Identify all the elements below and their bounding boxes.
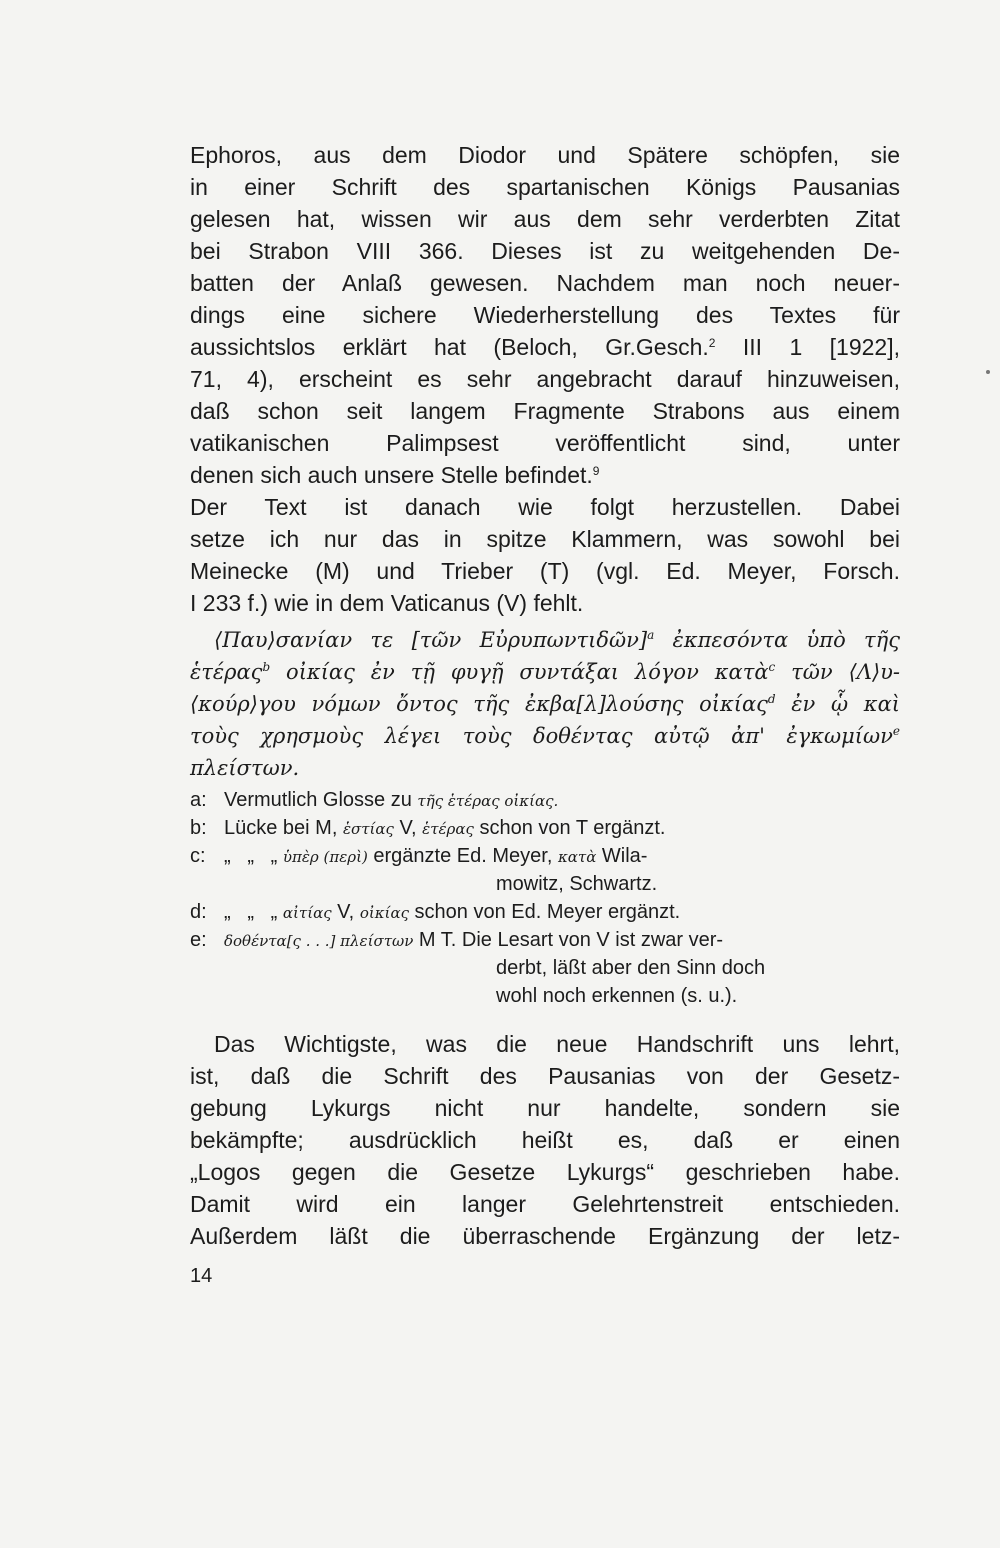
note-label: c:: [190, 845, 206, 867]
greek-segment: οἰκίας ἐν τῇ φυγῇ συντάξαι λόγον κατὰ: [270, 660, 769, 684]
note-text: ergänzte Ed. Meyer,: [367, 845, 558, 867]
greek-segment: τῶν ⟨Λ⟩υ-: [775, 660, 900, 684]
text-line: batten der Anlaß gewesen. Nachdem man noch neuer-: [190, 270, 900, 296]
greek-line: [190, 656, 900, 688]
text-line-with-footnote: [190, 331, 900, 363]
text-line: gebung Lykurgs nicht nur handelte, sondern sie: [190, 1095, 900, 1121]
text-line: Der Text ist danach wie folgt herzustellen. Dabei: [190, 494, 900, 520]
note-body: [224, 814, 902, 843]
text-line: Meinecke (M) und Trieber (T) (vgl. Ed. Meyer, Forsch.: [190, 558, 900, 584]
paragraph-1: [190, 139, 900, 491]
greek-line: [190, 688, 900, 720]
text-line: bei Strabon VIII 366. Dieses ist zu weitgehenden De-: [190, 238, 900, 264]
apparatus-marker: c: [768, 660, 776, 674]
note-label: b:: [190, 817, 207, 839]
text-line: bekämpfte; ausdrücklich heißt es, daß er einen: [190, 1127, 900, 1153]
note-text: schon von Ed. Meyer ergänzt.: [408, 901, 681, 923]
note-greek: ὑπὲρ (περὶ): [282, 848, 368, 866]
text-line: dings eine sichere Wiederherstellung des Textes für: [190, 302, 900, 328]
greek-segment: τοὺς χρησμοὺς λέγει τοὺς δοθέντας αὐτῷ ἀπ' ἐγκωμίων: [190, 724, 893, 748]
note-body: [224, 786, 902, 815]
apparatus-note-c: [190, 842, 902, 870]
note-label: a:: [190, 789, 207, 811]
note-label: d:: [190, 901, 207, 923]
note-continuation: derbt, läßt aber den Sinn doch: [496, 957, 766, 979]
note-label: e:: [190, 929, 207, 951]
note-greek: κατὰ: [557, 848, 597, 866]
apparatus-note-e-cont: [190, 982, 902, 1010]
text-line: ist, daß die Schrift des Pausanias von der Gesetz-: [190, 1063, 900, 1089]
note-body: [224, 842, 902, 871]
paragraph-3: [190, 1028, 900, 1252]
text-line-with-footnote: [190, 459, 900, 491]
greek-segment: ⟨Παυ⟩σανίαν τε [τῶν Εὐρυπωντιδῶν]: [214, 628, 648, 652]
note-greek: τῆς ἑτέρας οἰκίας.: [417, 792, 559, 810]
apparatus-note-e: [190, 926, 902, 954]
greek-line: [190, 720, 900, 752]
note-continuation: mowitz, Schwartz.: [496, 873, 658, 895]
paragraph-2: [190, 491, 900, 619]
note-greek: οἰκίας: [359, 904, 409, 922]
apparatus-marker: d: [767, 692, 776, 706]
greek-segment: ἐκπεσόντα ὑπὸ τῆς: [654, 628, 900, 652]
text-line: Das Wichtigste, was die neue Handschrift uns lehrt,: [214, 1031, 900, 1057]
note-text: Lücke bei M,: [224, 817, 343, 839]
apparatus-marker: a: [647, 628, 655, 642]
note-body: [224, 926, 902, 955]
note-greek: ἑστίας: [342, 820, 394, 838]
footnote-marker: 9: [592, 464, 600, 478]
note-body: [224, 898, 902, 927]
note-greek: δοθέντα[ς . . .] πλείστων: [224, 932, 414, 950]
note-greek: ἑτέρας: [422, 820, 474, 838]
text-line: „Logos gegen die Gesetze Lykurgs“ geschrieben habe.: [190, 1159, 900, 1185]
apparatus-note-e-cont: [190, 954, 902, 982]
text-line: in einer Schrift des spartanischen Königs Pausanias: [190, 174, 900, 200]
text-segment: III 1 [1922],: [715, 334, 900, 360]
note-text: V,: [331, 901, 360, 923]
greek-quotation: [190, 624, 900, 784]
apparatus-note-c-cont: [190, 870, 902, 898]
apparatus-note-a: [190, 786, 902, 814]
text-line: Ephoros, aus dem Diodor und Spätere schöpfen, sie: [190, 142, 900, 168]
text-line: gelesen hat, wissen wir aus dem sehr verderbten Zitat: [190, 206, 900, 232]
note-greek: αἰτίας: [282, 904, 332, 922]
greek-segment: ἐν ᾧ καὶ: [775, 692, 900, 716]
greek-segment: ⟨κούρ⟩γου νόμων ὄντος τῆς ἐκβα[λ]λούσης οἰκίας: [190, 692, 768, 716]
text-line: vatikanischen Palimpsest veröffentlicht sind, unter: [190, 430, 900, 456]
paper-speck: [986, 370, 990, 374]
text-segment: aussichtslos erklärt hat (Beloch, Gr.Gesch.: [190, 334, 709, 360]
note-continuation: wohl noch erkennen (s. u.).: [496, 985, 738, 1007]
greek-line: πλείστων.: [190, 756, 300, 780]
apparatus-note-d: [190, 898, 902, 926]
footnote-marker: 2: [708, 336, 716, 350]
note-text: V,: [393, 817, 423, 839]
greek-line: [190, 624, 900, 656]
ditto-marks: „ „ „: [224, 845, 283, 867]
text-line: I 233 f.) wie in dem Vaticanus (V) fehlt.: [190, 590, 584, 616]
text-line: Außerdem läßt die überraschende Ergänzung der letz-: [190, 1223, 900, 1249]
greek-segment: ἑτέρας: [190, 660, 263, 684]
text-line: 71, 4), erscheint es sehr angebracht darauf hinzuweisen,: [190, 366, 900, 392]
apparatus-marker: b: [262, 660, 271, 674]
ditto-marks: „ „ „: [224, 901, 283, 923]
note-text: Wila-: [596, 845, 648, 867]
note-text: Vermutlich Glosse zu: [224, 789, 418, 811]
apparatus-marker: e: [892, 724, 900, 738]
page-number: 14: [190, 1265, 213, 1287]
note-text: schon von T ergänzt.: [473, 817, 666, 839]
text-line: setze ich nur das in spitze Klammern, was sowohl bei: [190, 526, 900, 552]
text-line: Damit wird ein langer Gelehrtenstreit entschieden.: [190, 1191, 900, 1217]
apparatus-note-b: [190, 814, 902, 842]
note-text: M T. Die Lesart von V ist zwar ver-: [413, 929, 724, 951]
text-segment: denen sich auch unsere Stelle befindet.: [190, 462, 593, 488]
critical-apparatus: [190, 786, 902, 1010]
text-line: daß schon seit langem Fragmente Strabons aus einem: [190, 398, 900, 424]
